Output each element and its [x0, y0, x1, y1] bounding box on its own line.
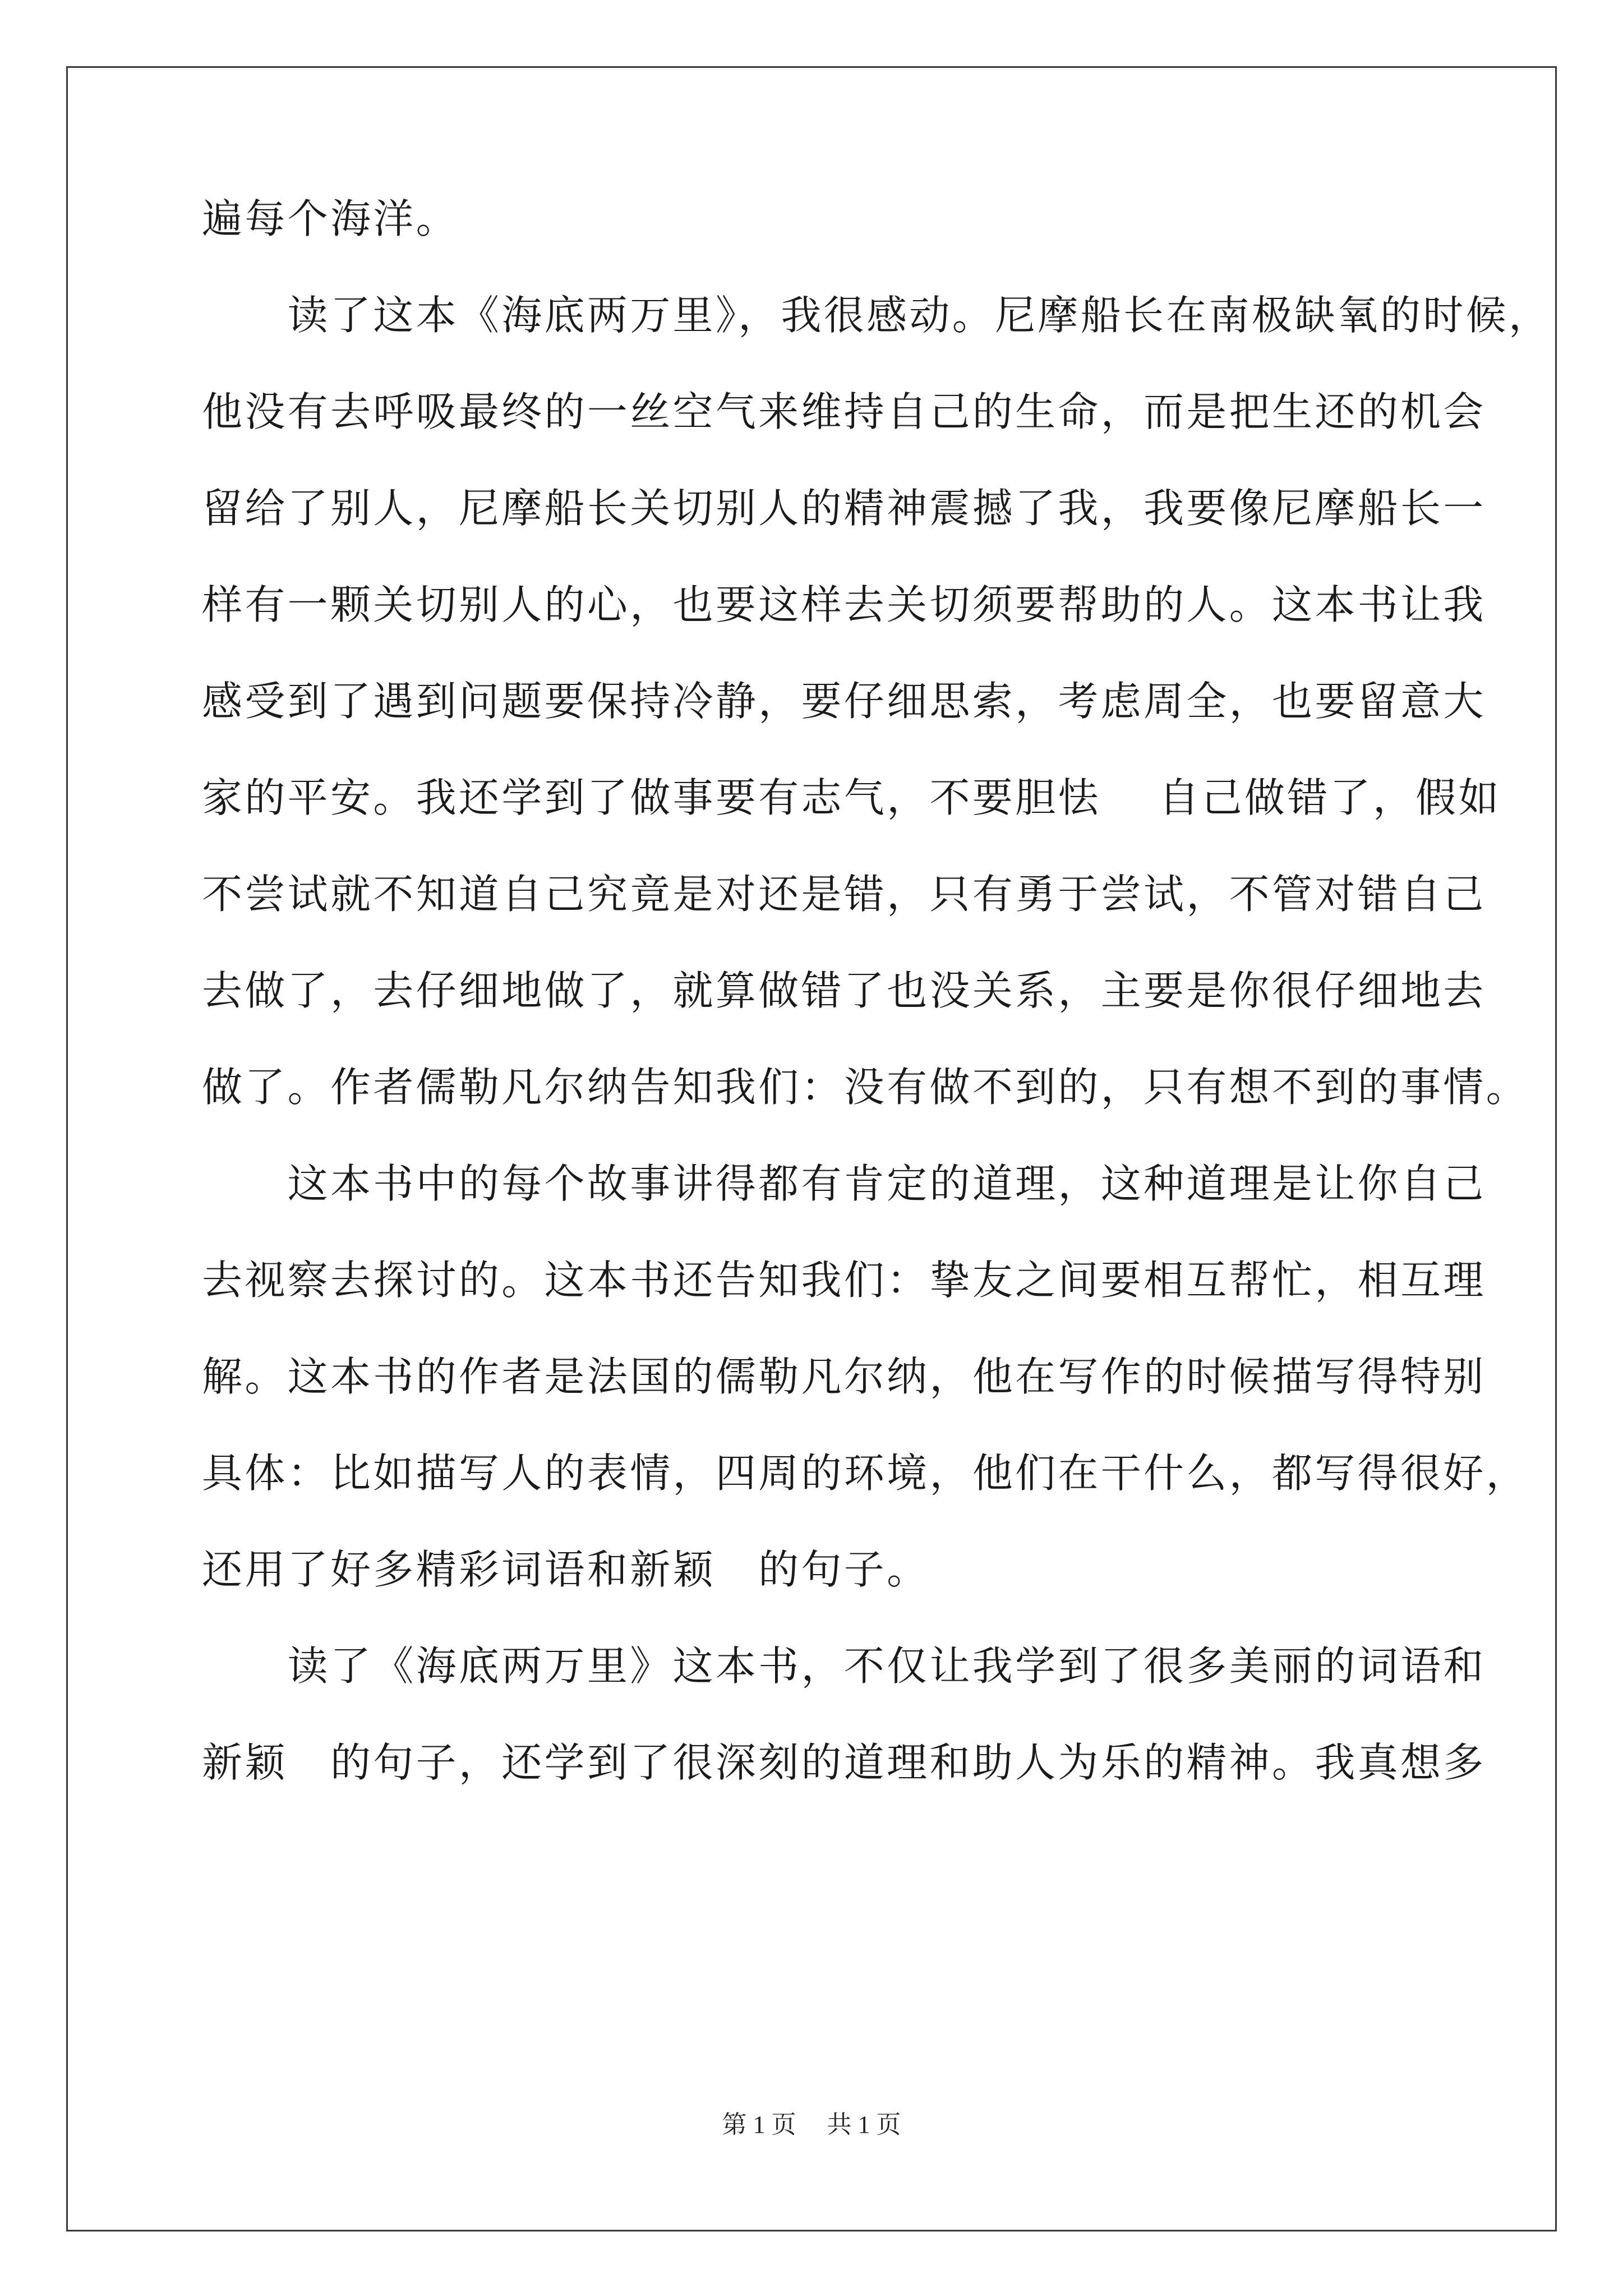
text-line: 去做了，去仔细地做了，就算做错了也没关系，主要是你很仔细地去 — [202, 967, 1486, 1014]
text-line: 不尝试就不知道自己究竟是对还是错，只有勇于尝试，不管对错自己 — [202, 871, 1486, 918]
text-line: 新颖 的句子，还学到了很深刻的道理和助人为乐的精神。我真想多 — [202, 1739, 1486, 1786]
page-footer: 第 1 页 共 1 页 — [722, 2111, 901, 2138]
text-line: 读了《海底两万里》这本书，不仅让我学到了很多美丽的词语和 — [202, 1642, 1486, 1690]
text-line: 家的平安。我还学到了做事要有志气，不要胆怯 自己做错了，假如 — [202, 774, 1501, 821]
text-line: 还用了好多精彩词语和新颖 的句子。 — [202, 1546, 930, 1593]
text-line: 感受到了遇到问题要保持冷静，要仔细思索，考虑周全，也要留意大 — [202, 678, 1486, 725]
text-line: 他没有去呼吸最终的一丝空气来维持自己的生命，而是把生还的机会 — [202, 388, 1486, 435]
text-line: 样有一颗关切别人的心，也要这样去关切须要帮助的人。这本书让我 — [202, 581, 1486, 628]
text-line: 去视察去探讨的。这本书还告知我们：挚友之间要相互帮忙，相互理 — [202, 1257, 1486, 1304]
text-line: 遍每个海洋。 — [202, 195, 459, 242]
text-line: 做了。作者儒勒凡尔纳告知我们：没有做不到的，只有想不到的事情。 — [202, 1064, 1529, 1111]
text-line: 读了这本《海底两万里》，我很感动。尼摩船长在南极缺氧的时候， — [202, 292, 1552, 339]
text-line: 解。这本书的作者是法国的儒勒凡尔纳，他在写作的时候描写得特别 — [202, 1353, 1486, 1400]
text-line: 这本书中的每个故事讲得都有肯定的道理，这种道理是让你自己 — [202, 1160, 1486, 1207]
text-line: 留给了别人，尼摩船长关切别人的精神震撼了我，我要像尼摩船长一 — [202, 485, 1486, 532]
text-line: 具体：比如描写人的表情，四周的环境，他们在干什么，都写得很好， — [202, 1450, 1529, 1497]
